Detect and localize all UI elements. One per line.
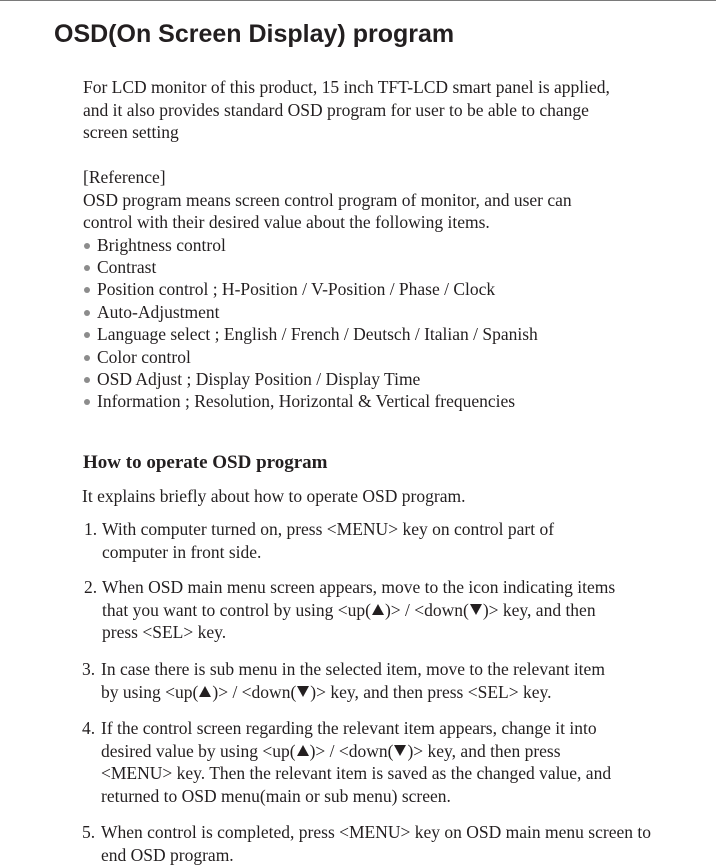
step-line: press <SEL> key.	[102, 622, 227, 643]
intro-line: screen setting	[83, 122, 179, 142]
step-line: that you want to control by using <up(	[102, 599, 371, 620]
step-text	[82, 658, 687, 703]
bullet-icon	[84, 355, 90, 361]
section-intro: It explains briefly about how to operate OSD program.	[82, 486, 466, 506]
feature-item	[83, 323, 572, 345]
reference-line: OSD program means screen control program of monitor, and user can	[83, 189, 572, 210]
reference-heading: [Reference]	[83, 167, 166, 187]
step-text	[84, 576, 689, 644]
bullet-icon	[84, 310, 90, 316]
feature-text: Brightness control	[97, 234, 226, 255]
step-text	[82, 717, 702, 807]
step-text	[82, 821, 723, 866]
intro-line: and it also provides standard OSD program for user to be able to change	[83, 99, 589, 120]
step-line: With computer turned on, press <MENU> key on control part of	[102, 519, 555, 539]
feature-item	[83, 278, 572, 300]
bullet-icon	[84, 265, 90, 271]
reference-block	[83, 166, 572, 413]
feature-item	[83, 368, 572, 390]
step-line: )> / <down(	[384, 599, 469, 620]
step-line: In case there is sub menu in the selected item, move to the relevant item	[101, 659, 605, 679]
step-line: )> key, and then	[482, 599, 596, 620]
step-line: )> key, and then press <SEL> key.	[310, 681, 552, 702]
step-line: end OSD program.	[101, 844, 234, 865]
step-item	[82, 717, 702, 807]
step-line: )> key, and then press	[407, 740, 561, 761]
feature-text: Information ; Resolution, Horizontal & Vertical frequencies	[97, 391, 516, 412]
step-line: by using <up(	[101, 681, 199, 702]
osd-feature-list	[83, 234, 572, 413]
step-number: 2.	[84, 577, 98, 597]
step-number: 3.	[82, 659, 96, 679]
bullet-icon	[84, 243, 90, 249]
step-number: 5.	[82, 822, 96, 842]
section-heading: How to operate OSD program	[83, 452, 328, 473]
top-divider	[0, 0, 716, 1]
feature-item	[83, 301, 572, 323]
bullet-icon	[84, 377, 90, 383]
step-item	[82, 658, 687, 703]
step-line: When control is completed, press <MENU> key on OSD main menu screen to	[101, 822, 651, 842]
feature-text: Contrast	[97, 256, 157, 277]
feature-item	[83, 390, 572, 412]
feature-text: Language select ; English / French / Deutsch / Italian / Spanish	[97, 324, 538, 345]
up-arrow-icon	[297, 745, 309, 756]
step-number: 1.	[84, 519, 98, 539]
feature-text: Position control ; H-Position / V-Position / Phase / Clock	[97, 279, 496, 300]
feature-item	[83, 346, 572, 368]
step-line: When OSD main menu screen appears, move to the icon indicating items	[102, 577, 616, 597]
intro-paragraph	[83, 76, 610, 144]
step-line: computer in front side.	[102, 541, 262, 562]
step-line: )> / <down(	[309, 740, 394, 761]
feature-item	[83, 234, 572, 256]
bullet-icon	[84, 332, 90, 338]
step-line: <MENU> key. Then the relevant item is saved as the changed value, and	[101, 763, 612, 784]
feature-text: Auto-Adjustment	[97, 301, 220, 322]
step-text	[84, 518, 644, 563]
bullet-icon	[84, 399, 90, 405]
bullet-icon	[84, 287, 90, 293]
reference-description	[83, 189, 572, 234]
down-arrow-icon	[297, 686, 309, 697]
step-item	[82, 821, 723, 866]
step-item	[84, 576, 689, 644]
up-arrow-icon	[199, 686, 211, 697]
step-line: desired value by using <up(	[101, 740, 296, 761]
up-arrow-icon	[372, 604, 384, 615]
feature-text: Color control	[97, 346, 191, 367]
step-number: 4.	[82, 718, 96, 738]
feature-item	[83, 256, 572, 278]
step-line: )> / <down(	[212, 681, 297, 702]
reference-line: control with their desired value about the following items.	[83, 212, 490, 232]
step-item	[84, 518, 644, 563]
feature-text: OSD Adjust ; Display Position / Display Time	[97, 368, 421, 389]
down-arrow-icon	[394, 745, 406, 756]
step-line: If the control screen regarding the relevant item appears, change it into	[101, 718, 597, 738]
down-arrow-icon	[470, 604, 482, 615]
intro-line: For LCD monitor of this product, 15 inch TFT-LCD smart panel is applied,	[83, 77, 610, 97]
step-line: returned to OSD menu(main or sub menu) screen.	[101, 785, 451, 806]
page-title: OSD(On Screen Display) program	[54, 20, 455, 48]
